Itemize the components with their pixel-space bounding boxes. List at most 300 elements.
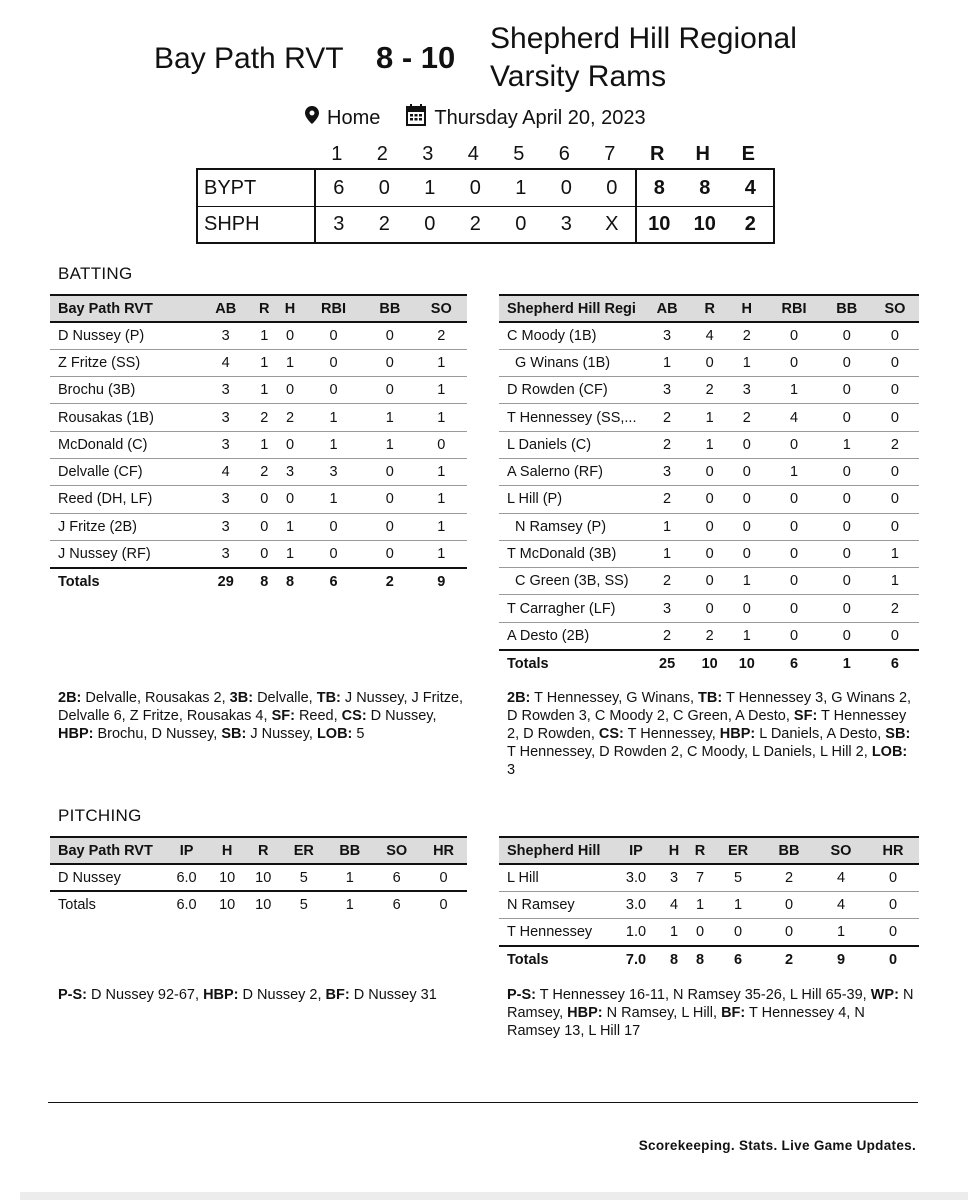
stat-value: 0 (277, 322, 303, 349)
stat-value: 1 (765, 458, 822, 485)
stat-column-header: R (245, 837, 281, 864)
note-text: T Hennessey 3, G Winans 2, D Rowden 3, C Moody 2, C Green, A Desto, (507, 690, 912, 724)
totals-value: 25 (643, 650, 691, 677)
stat-value: 0 (691, 458, 728, 485)
player-name: A Desto (2B) (507, 627, 590, 644)
stat-value: 0 (691, 540, 728, 567)
table-row (499, 404, 919, 431)
player-name: Z Fritze (SS) (50, 349, 200, 376)
inning-score: 3 (333, 213, 345, 235)
stat-value: 0 (765, 595, 822, 622)
stat-value: 1 (364, 404, 415, 431)
stat-value: 1 (691, 431, 728, 458)
stat-value: 2 (763, 864, 815, 891)
note-label: SF: (271, 708, 295, 724)
totals-value: 7.0 (611, 946, 661, 973)
team-column-header: Bay Path RVT (50, 295, 200, 322)
stat-column-header: BB (763, 837, 815, 864)
totals-value: 2 (763, 946, 815, 973)
stat-value: 0 (728, 431, 765, 458)
hits-total: 10 (693, 213, 716, 235)
stat-column-header: H (661, 837, 687, 864)
stat-value: 0 (823, 568, 871, 595)
stat-value: 3 (277, 458, 303, 485)
stat-value: 3 (728, 377, 765, 404)
stat-column-header: R (687, 837, 713, 864)
player-name: Delvalle (CF) (50, 458, 200, 485)
stat-value: 0 (765, 322, 822, 349)
note-text: N Ramsey, L Hill, (602, 1005, 722, 1021)
stat-column-header: R (251, 295, 277, 322)
stat-value: 4 (661, 891, 687, 918)
note-label: BF: (325, 987, 350, 1003)
home-team-name (490, 20, 850, 96)
stat-value: 2 (705, 627, 714, 644)
stat-value: 0 (823, 595, 871, 622)
stat-value: 0 (888, 923, 898, 940)
note-label: CS: (598, 726, 624, 742)
stat-column-header: BB (326, 837, 373, 864)
totals-label: Totals (50, 891, 164, 918)
note-label: LOB: (316, 726, 353, 742)
note-text: T Hennessey, (623, 726, 720, 742)
player-name: N Ramsey (P) (499, 513, 643, 540)
inning-score: 0 (424, 213, 436, 235)
date (406, 104, 645, 132)
stat-value: 0 (728, 458, 765, 485)
calendar-icon (406, 104, 426, 132)
pitching-section-title: PITCHING (58, 806, 142, 825)
inning-header: 3 (422, 142, 434, 165)
totals-value: 9 (815, 946, 867, 973)
inning-score: 2 (378, 213, 390, 235)
batting-section-title: BATTING (58, 264, 133, 283)
table-row (499, 322, 919, 349)
stat-column-header: SO (416, 295, 467, 322)
stat-value: 0 (385, 545, 394, 562)
stat-value: 2 (277, 404, 303, 431)
team-column-header: Bay Path RVT (50, 837, 164, 864)
stat-value: 2 (691, 377, 728, 404)
player-name: Rousakas (1B) (50, 404, 200, 431)
totals-value: 6 (765, 650, 822, 677)
stat-value: 2 (663, 627, 672, 644)
stat-value: 0 (823, 377, 871, 404)
pitching-table-away (50, 836, 467, 919)
stat-value: 3 (200, 486, 251, 513)
table-row (50, 540, 467, 567)
player-name: J Fritze (2B) (50, 513, 200, 540)
totals-value: 2 (364, 568, 415, 595)
stat-value: 1 (416, 404, 467, 431)
stat-value: 0 (765, 486, 822, 513)
stat-value: 1 (285, 545, 295, 562)
note-text: D Nussey 31 (349, 987, 437, 1003)
stat-value: 2 (643, 431, 691, 458)
totals-value: 8 (661, 946, 687, 973)
note-label: TB: (698, 690, 723, 706)
totals-row (50, 568, 467, 595)
stat-value: 1 (251, 322, 277, 349)
stat-value: 3 (643, 377, 691, 404)
stat-value: 0 (691, 595, 728, 622)
note-label: SB: (221, 726, 247, 742)
location (305, 106, 380, 130)
player-name: A Salerno (RF) (499, 458, 643, 485)
stat-value: 3 (200, 377, 251, 404)
hits-header: H (695, 142, 710, 165)
totals-row (50, 891, 467, 918)
totals-value: 1 (823, 650, 871, 677)
stat-value: 0 (364, 458, 415, 485)
note-text: Reed, (294, 708, 342, 724)
stat-value: 1 (871, 540, 919, 567)
stat-value: 5 (299, 869, 308, 886)
inning-header: 5 (513, 142, 525, 165)
table-row (499, 864, 919, 891)
note-label: TB: (316, 690, 341, 706)
stat-value: 2 (416, 322, 467, 349)
errors-total: 2 (744, 213, 756, 235)
table-row (50, 377, 467, 404)
stat-value: 0 (765, 431, 822, 458)
stat-value: 6.0 (176, 869, 197, 886)
player-name: T Hennessey (507, 923, 593, 940)
stat-value: 10 (219, 869, 236, 886)
stat-value: 2 (728, 404, 765, 431)
errors-total: 4 (744, 176, 756, 199)
stat-value: 1.0 (625, 923, 647, 940)
note-text: L Daniels, A Desto, (755, 726, 886, 742)
note-text: T Hennessey, D Rowden 2, C Moody, L Daniels, L Hill 2, (507, 744, 872, 760)
stat-column-header: AB (643, 295, 691, 322)
note-label: WP: (870, 987, 899, 1003)
player-name: Reed (DH, LF) (50, 486, 200, 513)
table-row (499, 568, 919, 595)
stat-value: 0 (867, 864, 919, 891)
table-row (50, 322, 467, 349)
totals-row (499, 946, 919, 973)
stat-column-header: AB (200, 295, 251, 322)
totals-value: 6.0 (164, 891, 209, 918)
stat-column-header: BB (364, 295, 415, 322)
totals-row (499, 650, 919, 677)
stat-value: 10 (255, 869, 272, 886)
stat-value: 0 (260, 545, 269, 562)
stat-column-header: IP (164, 837, 209, 864)
stat-value: 3 (200, 513, 251, 540)
stat-value: 0 (890, 627, 899, 644)
game-header (0, 18, 968, 98)
stat-column-header: IP (611, 837, 661, 864)
pitching-notes-home (507, 986, 919, 1040)
player-name: D Nussey (58, 869, 121, 886)
stat-value: 1 (687, 891, 713, 918)
stat-value: 4 (200, 458, 251, 485)
totals-label: Totals (499, 650, 643, 677)
player-name: T Hennessey (SS,... (499, 404, 643, 431)
batting-notes-away (58, 689, 468, 743)
player-name: N Ramsey (499, 891, 611, 918)
stat-column-header: H (209, 837, 245, 864)
line-score (196, 140, 775, 244)
team-column-header: Shepherd Hill (499, 837, 611, 864)
note-label: P-S: (58, 987, 87, 1003)
stat-value: 1 (643, 513, 691, 540)
player-name: T Carragher (LF) (499, 595, 643, 622)
stat-value: 4 (765, 404, 822, 431)
totals-value: 8 (251, 568, 277, 595)
stat-value: 3 (303, 458, 364, 485)
table-header-row (499, 295, 919, 322)
stat-value: 1 (277, 513, 303, 540)
stat-value: 1 (345, 869, 354, 886)
inning-score: X (605, 213, 619, 235)
inning-score: 2 (469, 213, 481, 235)
stat-value: 0 (823, 404, 871, 431)
stat-value: 0 (871, 458, 919, 485)
line-score-header (196, 140, 775, 168)
stat-value: 0 (842, 627, 851, 644)
stat-value: 0 (691, 513, 728, 540)
stat-value: 1 (742, 627, 751, 644)
stat-value: 1 (728, 349, 765, 376)
player-name: G Winans (1B) (499, 349, 643, 376)
pitching-table-home (499, 836, 919, 973)
map-pin-icon (305, 106, 319, 130)
stat-column-header: RBI (765, 295, 822, 322)
stat-value: 0 (695, 923, 705, 940)
stat-value: 0 (364, 513, 415, 540)
inning-score: 6 (333, 176, 345, 199)
stat-value: 4 (691, 322, 728, 349)
inning-score: 0 (515, 213, 527, 235)
stat-value: 0 (733, 923, 743, 940)
stat-value: 3.0 (611, 864, 661, 891)
game-meta (305, 104, 672, 132)
note-text: T Hennessey 4, N Ramsey 13, L Hill 17 (507, 1005, 865, 1039)
note-label: HBP: (567, 1005, 603, 1021)
stat-value: 1 (643, 540, 691, 567)
note-text: D Nussey 2, (238, 987, 326, 1003)
stat-value: 1 (277, 349, 303, 376)
note-label: SF: (793, 708, 818, 724)
note-label: SB: (885, 726, 911, 742)
stat-column-header: HR (420, 837, 467, 864)
note-text: 3 (507, 762, 516, 778)
runs-total: 10 (648, 213, 671, 235)
stat-value: 1 (643, 349, 691, 376)
stat-value: 1 (836, 923, 846, 940)
stat-value: 0 (303, 349, 364, 376)
totals-value: 6 (303, 568, 364, 595)
inning-score: 1 (424, 176, 436, 199)
note-label: 3B: (229, 690, 254, 706)
stat-value: 0 (867, 891, 919, 918)
note-text: T Hennessey 2, D Rowden, (507, 708, 907, 742)
totals-value: 8 (687, 946, 713, 973)
stat-value: 1 (728, 568, 765, 595)
stat-value: 0 (871, 349, 919, 376)
inning-score: 0 (560, 176, 572, 199)
stat-value: 1 (669, 923, 679, 940)
totals-value: 0 (420, 891, 467, 918)
player-name: D Nussey (P) (50, 322, 200, 349)
note-text: N Ramsey, (507, 987, 914, 1021)
hits-total: 8 (699, 176, 711, 199)
stat-value: 0 (871, 486, 919, 513)
location-label: Home (327, 106, 381, 129)
note-text: J Nussey, (246, 726, 317, 742)
batting-table-away (50, 294, 467, 595)
stat-value: 1 (303, 431, 364, 458)
date-label: Thursday April 20, 2023 (434, 106, 646, 129)
stat-value: 0 (251, 513, 277, 540)
table-row (50, 404, 467, 431)
stat-value: 0 (765, 513, 822, 540)
stat-value: 0 (784, 923, 794, 940)
table-row (499, 458, 919, 485)
player-name: L Daniels (C) (499, 431, 643, 458)
table-row (499, 540, 919, 567)
table-row (50, 458, 467, 485)
note-text: 5 (352, 726, 365, 742)
stat-value: 1 (364, 431, 415, 458)
note-text: T Hennessey, G Winans, (530, 690, 699, 706)
inning-header: 1 (331, 142, 343, 165)
stat-value: 0 (728, 486, 765, 513)
note-text: T Hennessey 16-11, N Ramsey 35-26, L Hill 65-39, (536, 987, 871, 1003)
stat-value: 0 (691, 486, 728, 513)
stat-column-header: SO (373, 837, 420, 864)
stat-value: 1 (823, 431, 871, 458)
pitching-notes-away (58, 986, 468, 1004)
note-text: J Nussey, J Fritze, Delvalle 6, Z Fritze, Rousakas 4, (58, 690, 464, 724)
stat-value: 1 (691, 404, 728, 431)
totals-value: 10 (691, 650, 728, 677)
table-row (499, 919, 919, 946)
inning-header: 7 (604, 142, 616, 165)
stat-value: 3 (200, 431, 251, 458)
inning-header: 4 (467, 142, 479, 165)
home-team-name-line1: Shepherd Hill Regional (490, 22, 797, 55)
stat-value: 0 (728, 513, 765, 540)
stat-value: 4 (815, 864, 867, 891)
away-team-name: Bay Path RVT (154, 42, 344, 75)
table-row (50, 431, 467, 458)
table-header-row (499, 837, 919, 864)
stat-value: 1 (251, 349, 277, 376)
table-row (499, 891, 919, 918)
note-text: Brochu, D Nussey, (93, 726, 222, 742)
stat-column-header: RBI (303, 295, 364, 322)
note-label: 2B: (507, 690, 531, 706)
note-label: HBP: (719, 726, 756, 742)
table-row (50, 349, 467, 376)
note-text: Delvalle, Rousakas 2, (81, 690, 230, 706)
footer-tagline: Scorekeeping. Stats. Live Game Updates. (638, 1138, 916, 1153)
stat-value: 0 (823, 349, 871, 376)
stat-value: 1 (437, 545, 446, 562)
player-name: C Moody (1B) (499, 322, 643, 349)
stat-value: 1 (416, 513, 467, 540)
note-label: HBP: (58, 726, 94, 742)
stat-value: 0 (277, 486, 303, 513)
stat-value: 5 (713, 864, 763, 891)
stat-value: 2 (871, 595, 919, 622)
totals-value: 29 (200, 568, 251, 595)
stat-value: 0 (765, 349, 822, 376)
inning-score: 0 (469, 176, 481, 199)
line-score-row-home (198, 206, 773, 242)
stat-value: 2 (251, 404, 277, 431)
stat-value: 0 (763, 891, 815, 918)
stat-value: 1 (251, 431, 277, 458)
stat-value: 0 (303, 513, 364, 540)
stat-value: 6 (392, 869, 401, 886)
stat-value: 0 (364, 486, 415, 513)
stat-value: 0 (765, 568, 822, 595)
stat-value: 2 (643, 404, 691, 431)
stat-value: 2 (871, 431, 919, 458)
stat-value: 0 (251, 486, 277, 513)
stat-value: 0 (303, 322, 364, 349)
stat-value: 0 (416, 431, 467, 458)
stat-value: 1 (416, 486, 467, 513)
inning-header: 2 (376, 142, 388, 165)
inning-header: 6 (558, 142, 570, 165)
stat-column-header: SO (871, 295, 919, 322)
stat-value: 0 (823, 486, 871, 513)
table-row (50, 864, 467, 891)
team-abbrev: SHPH (198, 207, 316, 242)
stat-value: 1 (416, 458, 467, 485)
home-team-name-line2: Varsity Rams (490, 60, 667, 93)
errors-header: E (741, 142, 755, 165)
stat-value: 0 (364, 349, 415, 376)
totals-label: Totals (499, 946, 611, 973)
stat-value: 3 (661, 864, 687, 891)
totals-value: 9 (416, 568, 467, 595)
note-text: D Nussey 92-67, (87, 987, 204, 1003)
player-name: D Rowden (CF) (499, 377, 643, 404)
stat-column-header: HR (867, 837, 919, 864)
stat-value: 4 (815, 891, 867, 918)
totals-value: 8 (277, 568, 303, 595)
team-column-header: Shepherd Hill Regi (499, 295, 643, 322)
table-header-row (50, 295, 467, 322)
bottom-bar (20, 1192, 968, 1200)
stat-column-header: R (691, 295, 728, 322)
stat-value: 3 (200, 322, 251, 349)
stat-value: 0 (277, 377, 303, 404)
line-score-row-away (198, 170, 773, 206)
player-name: Brochu (3B) (50, 377, 200, 404)
totals-label: Totals (50, 568, 200, 595)
stat-value: 3 (643, 458, 691, 485)
stat-value: 1 (303, 404, 364, 431)
player-name: L Hill (499, 864, 611, 891)
final-score: 8 - 10 (376, 40, 456, 75)
totals-value: 10 (728, 650, 765, 677)
stat-value: 0 (303, 377, 364, 404)
player-name: McDonald (C) (50, 431, 200, 458)
table-row (50, 513, 467, 540)
stat-value: 2 (643, 486, 691, 513)
stat-value: 0 (823, 322, 871, 349)
table-row (499, 431, 919, 458)
stat-value: 2 (643, 568, 691, 595)
